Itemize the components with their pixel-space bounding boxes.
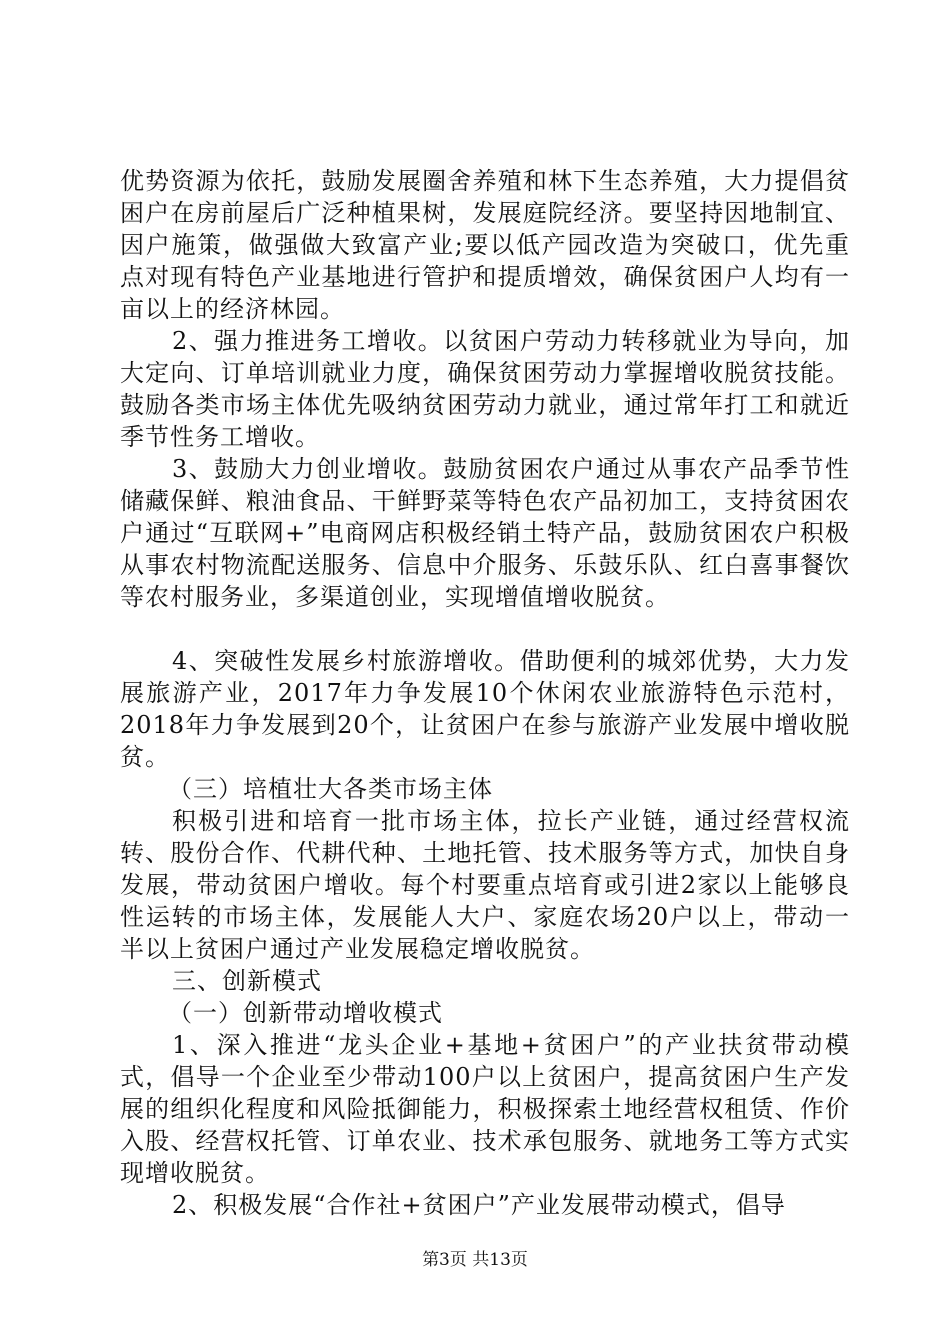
heading-income-model: （一）创新带动增收模式 bbox=[168, 999, 443, 1027]
document-body bbox=[120, 165, 850, 1221]
paragraph-market-entities: 积极引进和培育一批市场主体，拉长产业链，通过经营权流转、股份合作、代耕代种、土地托管、技术服务等方式，加快自身发展，带动贫困户增收。每个村要重点培育或引进2家以上能够良性运转的市场主体，发展能人大户、家庭农场20户以上，带动一半以上贫困户通过产业发展稳定增收脱贫。 bbox=[120, 807, 850, 963]
page-footer: 第3页 共13页 bbox=[422, 1250, 528, 1270]
paragraph-gap bbox=[120, 613, 850, 645]
heading-market-entities: （三）培植壮大各类市场主体 bbox=[168, 775, 493, 803]
paragraph-entrepreneurship: 3、鼓励大力创业增收。鼓励贫困农户通过从事农产品季节性储藏保鲜、粮油食品、干鲜野菜等特色农产品初加工，支持贫困农户通过“互联网+”电商网店积极经销土特产品，鼓励贫困农户积极从事农村物流配送服务、信息中介服务、乐鼓乐队、红白喜事餐饮等农村服务业，多渠道创业，实现增值增收脱贫。 bbox=[120, 455, 850, 611]
paragraph-leading-enterprise: 1、深入推进“龙头企业+基地+贫困户”的产业扶贫带动模式，倡导一个企业至少带动100户以上贫困户，提高贫困户生产发展的组织化程度和风险抵御能力，积极探索土地经营权租赁、作价入股、经营权托管、订单农业、技术承包服务、就地务工等方式实现增收脱贫。 bbox=[120, 1031, 850, 1187]
paragraph-rural-tourism: 4、突破性发展乡村旅游增收。借助便利的城郊优势，大力发展旅游产业，2017年力争发展10个休闲农业旅游特色示范村，2018年力争发展到20个，让贫困户在参与旅游产业发展中增收脱贫。 bbox=[120, 647, 850, 771]
paragraph-labor-income: 2、强力推进务工增收。以贫困户劳动力转移就业为导向，加大定向、订单培训就业力度，确保贫困劳动力掌握增收脱贫技能。鼓励各类市场主体优先吸纳贫困劳动力就业，通过常年打工和就近季节性务工增收。 bbox=[120, 327, 850, 451]
heading-innovation-model: 三、创新模式 bbox=[172, 967, 322, 995]
paragraph-cooperative: 2、积极发展“合作社+贫困户”产业发展带动模式，倡导 bbox=[172, 1191, 786, 1219]
paragraph-continuation: 优势资源为依托，鼓励发展圈舍养殖和林下生态养殖，大力提倡贫困户在房前屋后广泛种植果树，发展庭院经济。要坚持因地制宜、因户施策，做强做大致富产业;要以低产园改造为突破口，优先重点对现有特色产业基地进行管护和提质增效，确保贫困户人均有一亩以上的经济林园。 bbox=[120, 167, 850, 323]
